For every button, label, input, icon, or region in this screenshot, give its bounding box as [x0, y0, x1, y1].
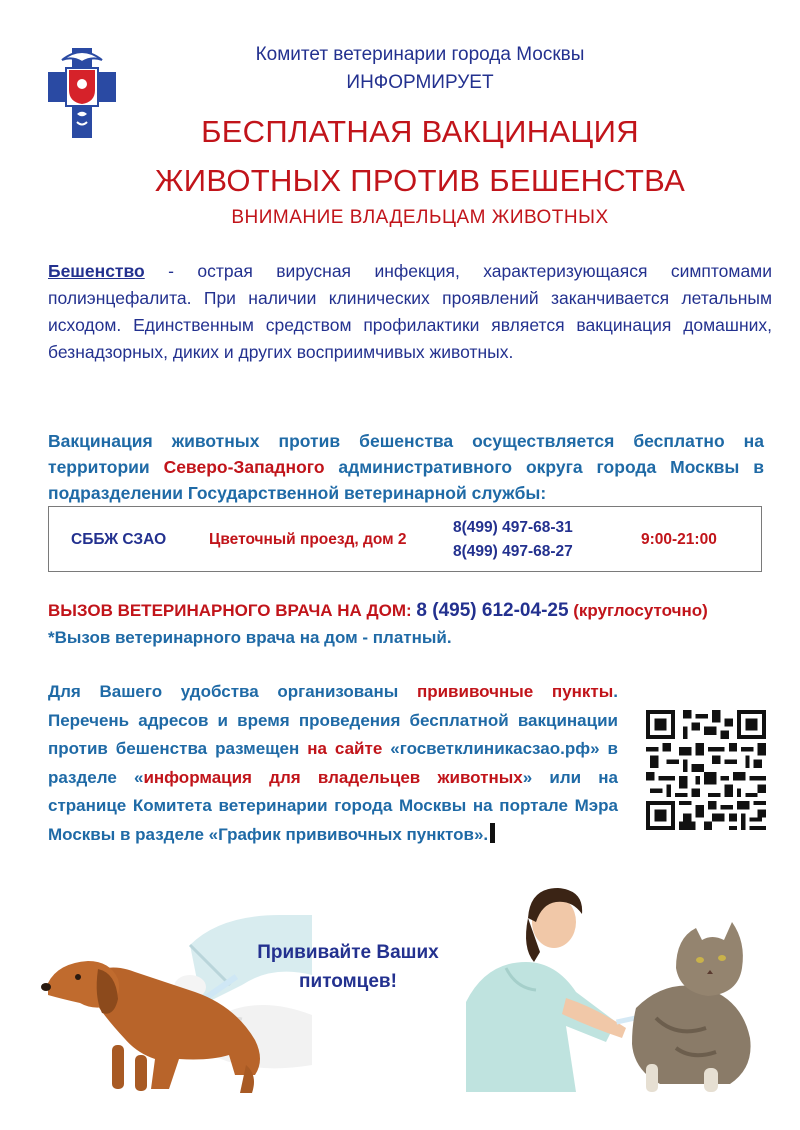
home-call-hours: (круглосуточно)	[568, 601, 708, 620]
vaccination-points-paragraph	[48, 678, 618, 849]
rabies-definition-paragraph	[48, 258, 772, 366]
home-call-phone: 8 (495) 612-04-25	[416, 600, 569, 621]
owners-info-highlight: информация для владельцев животных	[143, 767, 523, 787]
text-cursor	[490, 823, 495, 843]
service-address: Цветочный проезд, дом 2	[209, 531, 407, 548]
slogan-line-2: питомцев!	[299, 971, 397, 992]
para3-text-3: «госветклиникасзао.рф» в разделе «	[48, 739, 618, 787]
free-vaccination-paragraph	[48, 428, 764, 506]
home-call-line	[48, 600, 788, 622]
para3-text-2: . Перечень адресов и время проведения бесплатной вакцинации против бешенства размещен	[48, 682, 618, 758]
title-line-2: ЖИВОТНЫХ ПРОТИВ БЕШЕНСТВА	[154, 163, 686, 198]
informs-label: ИНФОРМИРУЕТ	[346, 72, 494, 93]
home-call-note: *Вызов ветеринарного врача на дом - платный.	[48, 628, 452, 647]
service-phone-2: 8(499) 497-68-27	[453, 543, 573, 560]
service-name: СББЖ СЗАО	[71, 531, 167, 548]
rabies-definition-text: - острая вирусная инфекция, характеризующаяся симптомами полиэнцефалита. При наличии клинических проявлений заканчивается летальным исходом. Единственным средством профилактики является вакцинация домашних, безнадзорных, диких и других восприимчивых животных.	[48, 261, 772, 362]
service-info-table	[48, 506, 762, 572]
para3-text-1: Для Вашего удобства организованы	[48, 682, 417, 701]
slogan	[236, 938, 460, 996]
cat-vaccination-photo	[466, 888, 756, 1092]
service-hours: 9:00-21:00	[641, 531, 717, 548]
para2-part1: Вакцинация животных против бешенства осуществляется бесплатно на территории	[48, 431, 764, 477]
title-line-1: БЕСПЛАТНАЯ ВАКЦИНАЦИЯ	[201, 114, 639, 149]
service-phone-1: 8(499) 497-68-31	[453, 519, 573, 536]
para3-text-4: » или на странице Комитета ветеринарии города Москвы на портале Мэра Москвы в разделе «График прививочных пунктов».	[48, 767, 618, 844]
subtitle: ВНИМАНИЕ ВЛАДЕЛЬЦАМ ЖИВОТНЫХ	[231, 207, 609, 228]
home-call-label: ВЫЗОВ ВЕТЕРИНАРНОГО ВРАЧА НА ДОМ:	[48, 601, 417, 620]
rabies-keyword: Бешенство	[48, 261, 145, 281]
committee-name: Комитет ветеринарии города Москвы	[255, 44, 585, 65]
district-name: Северо-Западного	[163, 457, 325, 477]
slogan-line-1: Прививайте Ваших	[257, 942, 439, 963]
qr-code-icon[interactable]	[646, 710, 766, 830]
vaccination-points-highlight: прививочные пункты	[416, 682, 614, 701]
para2-part2: административного округа города Москвы в подразделении Государственной ветеринарной службы:	[48, 457, 764, 503]
dog-vaccination-photo	[40, 905, 312, 1099]
on-site-highlight: на сайте	[307, 739, 383, 758]
